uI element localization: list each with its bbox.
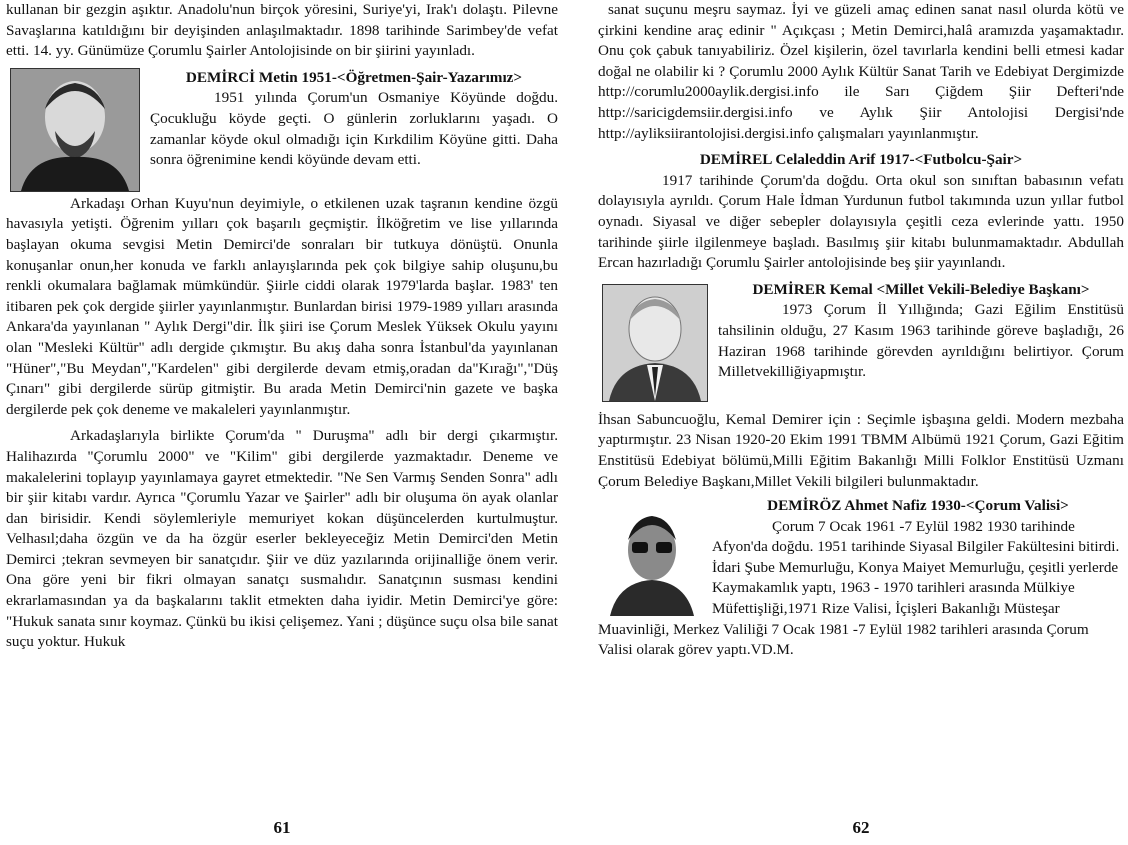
- portrait-kemal-demirer: [602, 284, 708, 402]
- right-intro-paragraph: sanat suçunu meşru saymaz. İyi ve güzeli amaç edinen sanat nasıl olurda kötü ve çirkini kendine araç edinir " Açıkçası ; Metin Demirci,halâ aramızda yaşamaktadır. Onu çok çabuk tanıyabiliriz. Özel kişilerin, özel tavırlarla kendini belli etmesi kadar doğal ne olabilir ki ? Çorumlu 2000 Aylık Kültür Sanat Tarih ve Edebiyat Dergimizde http://corumlu2000aylik.dergisi.info ile Sarı Çiğdem Şiir Defteri'nde http://saricigdemsiir.dergisi.info ve Aylık Şiir Antolojisi Dergisi'nde http://ayliksiirantolojisi.dergisi.info çalışmaları yayınlanmıştır.: [598, 1, 1124, 142]
- portrait-silhouette-icon: [602, 504, 702, 616]
- entry-paragraph: Arkadaşlarıyla birlikte Çorum'da " Duruşma" adlı bir dergi çıkarmıştır. Halihazırda "Çorumlu 2000" ve "Kilim" gibi dergilerde yazmaktadır. Deneme ve makalelerini toplayıp yayınlamaya gayret etmektedir. "Ne Sen Varmış Senden Sonra" adlı bir şiir kitabı vardır. Ayrıca "Çorumlu Yazar ve Şairler" adlı bir oluşuma ön ayak olanlar dan birisidir. Kendi söylemleriyle memuriyet kokan düşüncelerden kurtulmuştur. Velhasıl;daha özgün ve da ha özgür eserler bekleyeceğiz Metin Demirci'den Metin Demirci ;tekran sevmeyen bir sanatçıdır. Şiir ve düz yazılarında orijinalliğe önem verir. Ona göre yeni bir fikri olmayan sanatçı susmalıdır. Sanatçının susması kendini ekrarlamasından ya da başkalarını taklit etmekten daha iyidir. Metin Demirci'ye göre: "Hukuk sanata sınır koymaz. Çünkü bu ikisi çelişemez. Yani ; düşünce suçu olsa bile sanat suçu yoktur. Hukuk: [6, 427, 558, 651]
- entry-paragraph: 1973 Çorum İl Yıllığında; Gazi Eğilim Enstitüsü tahsilinin olduğu, 27 Kasım 1963 tarihinde göreve başladığı, 26 Haziran 1968 tarihinde görevden ayrıldığını belirtiyor. Çorum Milletvekilliğiyapmıştır.: [718, 301, 1124, 381]
- entry-title-ahmet-nafiz-demiroz: DEMİRÖZ Ahmet Nafiz 1930-<Çorum Valisi>: [767, 497, 1069, 515]
- portrait-silhouette-icon: [603, 285, 707, 401]
- entry-title-metin-demirci: DEMİRCİ Metin 1951-<Öğretmen-Şair-Yazarımız>: [185, 68, 523, 86]
- portrait-ahmet-nafiz-demiroz: [602, 504, 702, 616]
- right-page: [598, 0, 1124, 845]
- entry-paragraph: Arkadaşı Orhan Kuyu'nun deyimiyle, o etkilenen uzak taşranın kendine özgü havasıyla yetişti. Öğrenim yılları çok başarılı geçmiştir. İlköğretim ve lise yıllarında başlayan okuma sevgisi Metin Demirci'de sonraları bir tutkuya dönüştü. Onunla konuşanlar onun,her konuda ve farklı anlayışlarında pek çok bilgiye sahip oluşunu,bu renkli okumalara bağlamak mümkündür. Şiirle ciddi olarak 1979'larda başlar. 1983' ten itibaren pek çok dergide şiirler yayınlanmıştır. Bunlardan birisi 1979-1989 yılları arasında Ankara'da yayınlanan " Aylık Dergi"dir. İlk şiiri ise Çorum Meslek Yüksek Okulu yayını olan "Mesleki Kültür" adlı dergide çıkmıştır. Bu akış daha sonra İstanbul'da yayınlanan "Hüner","Bu Meydan","Kardelen" gibi dergilerde devam etmiş,oradan da"Kırağı","Düş Çınarı" gibi dergilerde sürüp gitmiştir. Bu arada Metin Demirci'nin gazete ve başka dergilerde pek çok deneme ve makaleleri yayınlanmıştır.: [6, 194, 558, 418]
- page-number: 62: [852, 818, 870, 838]
- entry-paragraph: 1951 yılında Çorum'un Osmaniye Köyünde doğdu. Çocukluğu köyde geçti. O günlerin zorluklarını yaşadı. O zamanlar köyde okul olmadığı için Kırkdilim Köyüne gitti. Daha sonra öğrenimine kendi köyünde devam etti.: [150, 89, 558, 169]
- entry-paragraph: İhsan Sabuncuoğlu, Kemal Demirer için : Seçimle işbaşına geldi. Modern mezbaha yaptırmıştır. 23 Nisan 1920-20 Ekim 1991 TBMM Albümü 1921 Çorum, Gazi Eğitim Enstitüsü Edebiyat bölümü,Milli Eğitim Bakanlığı Milli Folklor Enstitüsü Uzmanı Çorum Belediye Başkanı,Millet Vekili bilgileri bulunmaktadır.: [598, 410, 1124, 490]
- entry-title-kemal-demirer: DEMİRER Kemal <Millet Vekili-Belediye Başkanı>: [752, 280, 1090, 298]
- portrait-silhouette-icon: [11, 69, 139, 191]
- portrait-metin-demirci: [10, 68, 140, 192]
- entry-paragraph: 1917 tarihinde Çorum'da doğdu. Orta okul son sınıftan babasının vefatı dolayısıyla ayrıldı. Çorum Hale İdman Yurdunun futbol takımında uzun yıllar futbol oynadı. Siyasal ve diğer sebepler dolayısıyla çeşitli ceza evlerinde yattı. 1950 tarihinde şiirle ilgilenmeye başladı. Basılmış şiir kitabı bulunmamaktadır. Abdullah Ercan hazırladığı Çorumlu Şairler antolojisinde beş şiir yayınlandı.: [598, 171, 1124, 272]
- left-intro-paragraph: kullanan bir gezgin aşıktır. Anadolu'nun birçok yöresini, Suriye'yi, Irak'ı dolaştı. Pilevne Savaşlarına katıldığını bir deyişinden anlaşılmaktadır. 1898 tarihinde Sarimbey'de vefat etti. 14. yy. Günümüze Çorumlu Şairler Antolojisinde on bir şiirini yayınladı.: [6, 1, 558, 60]
- page-number: 61: [273, 818, 291, 838]
- entry-title-celaleddin-demirel: DEMİREL Celaleddin Arif 1917-<Futbolcu-Şair>: [699, 151, 1023, 169]
- left-page: [6, 0, 558, 845]
- entry-paragraph: Çorum 7 Ocak 1961 -7 Eylül 1982 1930 tarihinde Afyon'da doğdu. 1951 tarihinde Siyasal Bilgiler Fakültesini bitirdi. İdari Şube Memurluğu, Konya Maiyet Memurluğu, çeşitli yerlerde Kaymakamlık yaptı, 1963 - 1970 tarihleri arasında Mülkiye Müfettişliği,1971 Rize Valisi, İçişleri Bakanlığı Müsteşar Muavinliği, Merkez Valiliği 7 Ocak 1981 -7 Eylül 1982 tarihleri arasında Çorum Valisi olarak görev yaptı.VD.M.: [598, 517, 1120, 659]
